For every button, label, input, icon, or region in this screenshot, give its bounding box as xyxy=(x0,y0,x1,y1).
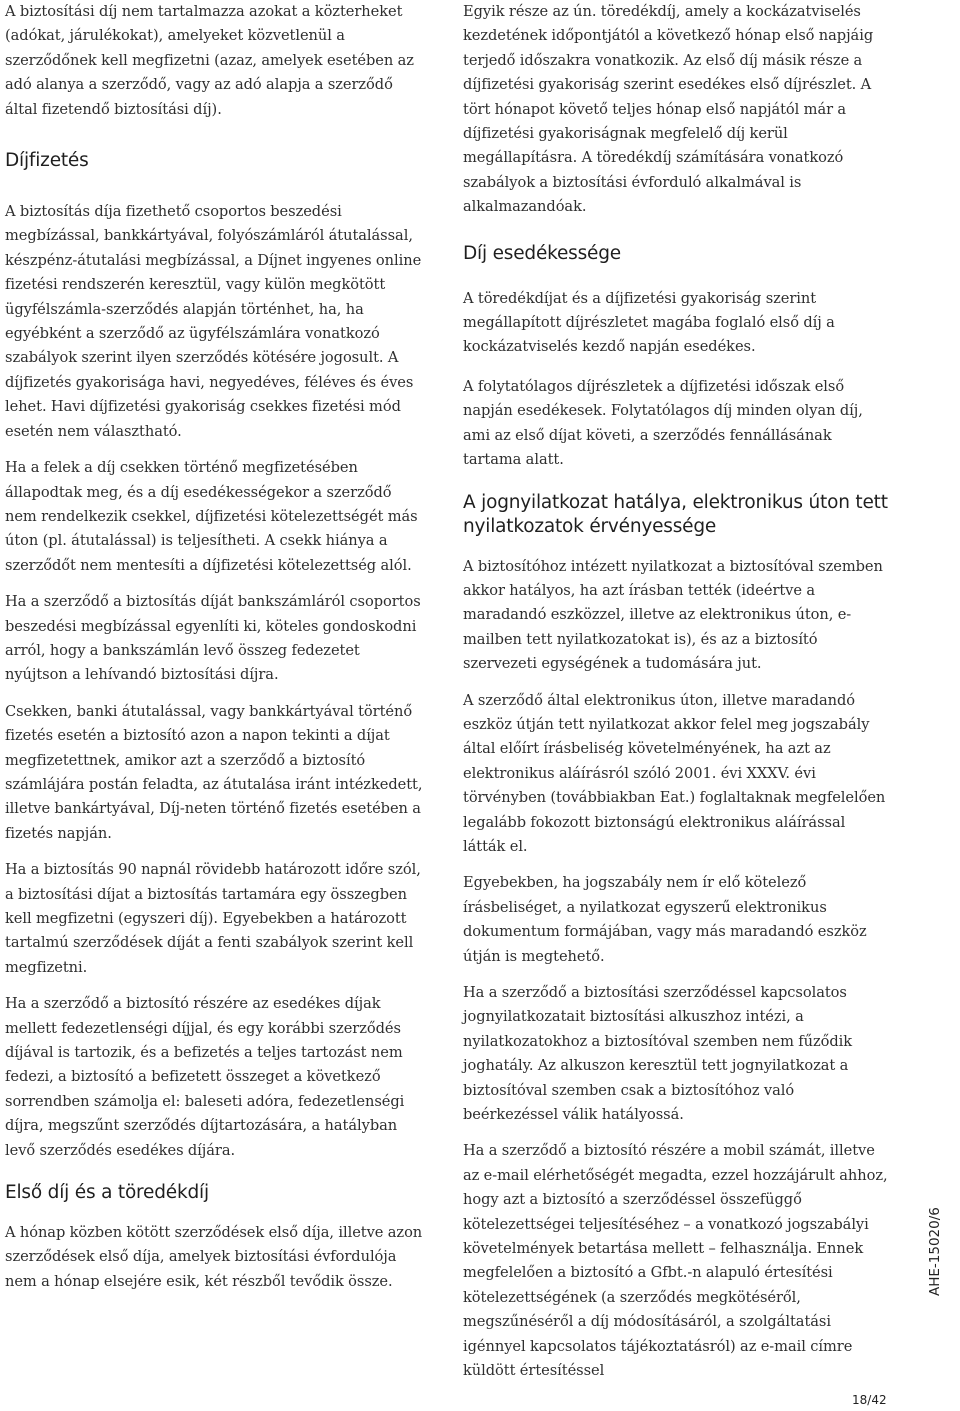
paragraph: Ha a szerződő a biztosító részére a mobil számát, illetve az e-mail elérhetőségét megadta, ezzel hozzájárult ahhoz, hogy azt a biztosító a szerződéssel összefüggő kötelezettségei teljesítéséhez – a vonatkozó jogszabályi követelmények betartása mellett – felhasználja. Ennek megfelelően a biztosító a Gfbt.-n alapuló értesítési kötelezettségének (a szerződés megkötéséről, megszűnéséről a díj módosításáról, a szolgáltatási igénnyel kapcsolatos tájékoztatásról) az e-mail címre küldött értesítéssel xyxy=(463,1142,888,1380)
paragraph: A töredékdíjat és a díjfizetési gyakoriság szerint megállapított díjrészletet magába foglaló első díj a kockázatviselés kezdő napján esedékes. xyxy=(463,289,835,356)
heading-jognyilatkozat: A jognyilatkozat hatálya, elektronikus úton tett nyilatkozatok érvényessége xyxy=(463,491,888,537)
heading-dijfizetes: Díjfizetés xyxy=(5,150,89,172)
paragraph: A biztosítóhoz intézett nyilatkozat a biztosítóval szemben akkor hatályos, ha azt írásban tették (ideértve a maradandó eszközzel, illetve az elektronikus úton, e-mailben tett nyilatkozatokat is), és az a biztosító szervezeti egységének a tudomására jut. xyxy=(463,557,883,673)
paragraph: A folytatólagos díjrészletek a díjfizetési időszak első napján esedékesek. Folytatólagos díj minden olyan díj, ami az első díjat követi, a szerződés fennállásának tartama alatt. xyxy=(463,377,863,469)
right-column xyxy=(463,0,888,1384)
paragraph: Egyebekben, ha jogszabály nem ír elő kötelező írásbeliséget, a nyilatkozat egyszerű elektronikus dokumentum formájában, vagy más maradandó eszköz útján is megtehető. xyxy=(463,874,867,965)
left-column xyxy=(5,0,425,1294)
paragraph: A hónap közben kötött szerződések első díja, illetve azon szerződések első díja, amelyek biztosítási évfordulója nem a hónap elsejére esik, két részből tevődik össze. xyxy=(5,1224,423,1290)
paragraph: A biztosítás díja fizethető csoportos beszedési megbízással, bankkártyával, folyószámláról átutalással, készpénz-átutalási megbízással, a Díjnet ingyenes online fizetési rendszerén keresztül, vagy külön megkötött ügyfélszámla-szerződés alapján történhet, ha, ha egyébként a szerződő az ügyfélszámlára vonatkozó szabályok szerint ilyen szerződés kötésére jogosult. A díjfizetés gyakorisága havi, negyedéves, féléves és éves lehet. Havi díjfizetési gyakoriság csekkes fizetési mód esetén nem választható. xyxy=(5,203,422,440)
heading-dij-esedekessege: Díj esedékessége xyxy=(463,242,621,264)
paragraph: Csekken, banki átutalással, vagy bankkártyával történő fizetés esetén a biztosító azon a napon tekinti a díjat megfizetettnek, amikor azt a szerződő a biztosító számlájára postán feladta, az átutalása iránt intézkedett, illetve bankártyával, Díj-neten történő fizetés esetében a fizetés napján. xyxy=(5,702,423,842)
paragraph: Ha a biztosítás 90 napnál rövidebb határozott időre szól, a biztosítási díjat a biztosítás tartamára egy összegben kell megfizetni (egyszeri díj). Egyebekben a határozott tartalmú szerződések díját a fenti szabályok szerint kell megfizetni. xyxy=(5,861,421,976)
paragraph: Ha a felek a díj csekken történő megfizetésében állapodtak meg, és a díj esedékességekor a szerződő nem rendelkezik csekkel, díjfizetési kötelezettségét más úton (pl. átutalással) is teljesítheti. A csekk hiánya a szerződőt nem mentesíti a díjfizetési kötelezettség alól. xyxy=(5,459,418,574)
paragraph: Ha a szerződő a biztosító részére az esedékes díjak mellett fedezetlenségi díjjal, és egy korábbi szerződés díjával is tartozik, és a befizetés a teljes tartozást nem fedezi, a biztosító a befizetett összeget a következő sorrendben számolja el: baleseti adóra, fedezetlenségi díjra, megszűnt szerződés díjtartozására, a hatályban levő szerződés esedékes díjára. xyxy=(5,995,405,1159)
page-number: 18/42 xyxy=(852,1393,887,1407)
intro-paragraph: A biztosítási díj nem tartalmazza azokat a közterheket (adókat, járulékokat), amelyeket közvetlenül a szerződőnek kell megfizetni (azaz, amelyek esetében az adó alanya a szerződő, vagy az adó alapja a szerződő által fizetendő biztosítási díj). xyxy=(5,3,414,118)
paragraph: Egyik része az ún. töredékdíj, amely a kockázatviselés kezdetének időpontjától a következő hónap első napjáig terjedő időszakra vonatkozik. Az első díj másik része a díjfizetési gyakoriság szerint esedékes első díjrészlet. A tört hónapot követő teljes hónap első napjától már a díjfizetési gyakoriságnak megfelelő díj kerül megállapításra. A töredékdíj számítására vonatkozó szabályok a biztosítási évforduló alkalmával is alkalmazandóak. xyxy=(463,3,874,216)
paragraph: Ha a szerződő a biztosítási szerződéssel kapcsolatos jognyilatkozatait biztosítási alkuszhoz intézi, a nyilatkozatokhoz a biztosítóval szemben nem fűződik joghatály. Az alkuszon keresztül tett jognyilatkozat a biztosítóval szemben csak a biztosítóhoz való beérkezéssel válik hatályossá. xyxy=(463,984,853,1124)
paragraph: Ha a szerződő a biztosítás díját bankszámláról csoportos beszedési megbízással egyenlíti ki, köteles gondoskodni arról, hogy a bankszámlán levő összeg fedezetet nyújtson a lehívandó biztosítási díjra. xyxy=(5,593,421,684)
paragraph: A szerződő által elektronikus úton, illetve maradandó eszköz útján tett nyilatkozat akkor felel meg jogszabály által előírt írásbeliség követelményének, ha azt az elektronikus aláírásról szóló 2001. évi XXXV. évi törvényben (továbbiakban Eat.) foglaltaknak megfelelően legalább fokozott biztonságú elektronikus aláírással látták el. xyxy=(463,691,886,855)
heading-elso-dij: Első díj és a töredékdíj xyxy=(5,1182,209,1204)
document-code: AHE-15020/6 xyxy=(927,1207,943,1296)
